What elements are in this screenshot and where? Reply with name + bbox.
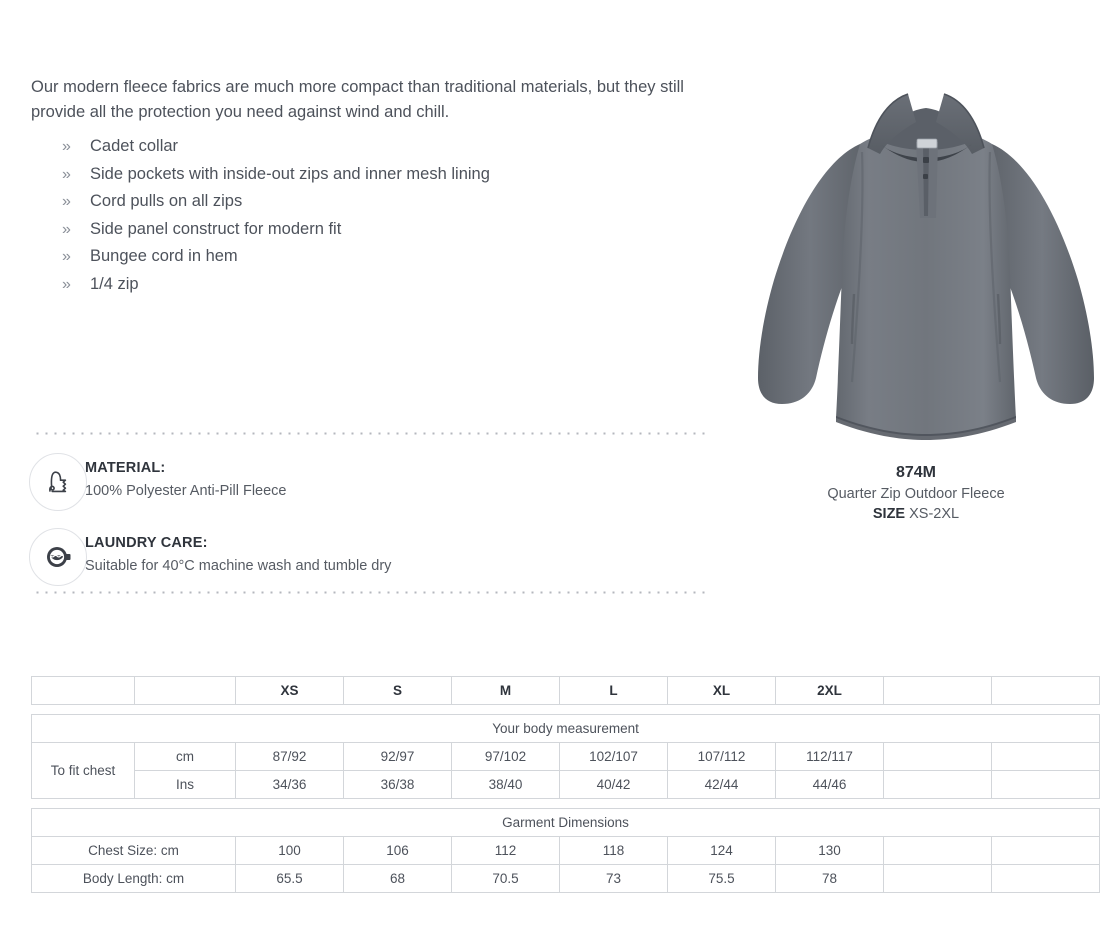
spec-material-body: 100% Polyester Anti-Pill Fleece [85, 483, 287, 499]
feature-label: Side panel construct for modern fit [90, 219, 342, 238]
spec-laundry-text [85, 534, 645, 576]
divider-dotted-top [33, 432, 705, 435]
size-header-m: M [452, 677, 560, 705]
feature-label: Cadet collar [90, 137, 179, 155]
cell-garment-chest-2xl: 130 [776, 837, 884, 865]
cell-body-length-blank-2 [992, 865, 1100, 893]
garment-dimensions-banner: Garment Dimensions [32, 809, 1100, 837]
row-label-chest-size: Chest Size: cm [32, 837, 236, 865]
table-row [32, 837, 1100, 865]
double-chevron-icon: » [62, 193, 71, 210]
double-chevron-icon: » [62, 138, 71, 155]
table-row-banner [32, 715, 1100, 743]
cell-garment-chest-blank-1 [884, 837, 992, 865]
spec-material-title: MATERIAL: [85, 460, 166, 476]
cell-chest-ins-s: 36/38 [344, 771, 452, 799]
cell-body-length-m: 70.5 [452, 865, 560, 893]
list-item [62, 188, 682, 216]
unit-cm: cm [135, 743, 236, 771]
fabric-swatch-icon [29, 453, 87, 511]
list-item [62, 243, 682, 271]
cell-chest-cm-xs: 87/92 [236, 743, 344, 771]
table-row [32, 771, 1100, 799]
body-measurement-table [31, 714, 1100, 799]
list-item [62, 133, 682, 161]
product-code: 874M [895, 464, 937, 481]
cell-chest-cm-blank-1 [884, 743, 992, 771]
cell-garment-chest-xs: 100 [236, 837, 344, 865]
product-image [756, 82, 1096, 467]
size-chart [31, 676, 1099, 893]
table-row [32, 865, 1100, 893]
cell-chest-ins-l: 40/42 [560, 771, 668, 799]
header-trailing-blank-1 [884, 677, 992, 705]
table-row-banner [32, 809, 1100, 837]
feature-label: Side pockets with inside-out zips and inner mesh lining [90, 164, 490, 183]
cell-body-length-xl: 75.5 [668, 865, 776, 893]
product-name: Quarter Zip Outdoor Fleece [827, 486, 1005, 502]
feature-label: 1/4 zip [90, 274, 139, 293]
cell-body-length-blank-1 [884, 865, 992, 893]
cell-chest-ins-xs: 34/36 [236, 771, 344, 799]
header-trailing-blank-2 [992, 677, 1100, 705]
table-row [32, 743, 1100, 771]
cell-chest-cm-2xl: 112/117 [776, 743, 884, 771]
cell-chest-cm-blank-2 [992, 743, 1100, 771]
cell-garment-chest-xl: 124 [668, 837, 776, 865]
double-chevron-icon: » [62, 220, 71, 238]
spec-laundry-body: Suitable for 40°C machine wash and tumble dry [85, 558, 392, 574]
washing-machine-icon [29, 528, 87, 586]
size-header-xl: XL [668, 677, 776, 705]
cell-chest-ins-xl: 42/44 [668, 771, 776, 799]
cell-chest-ins-m: 38/40 [452, 771, 560, 799]
cell-body-length-s: 68 [344, 865, 452, 893]
double-chevron-icon: » [62, 275, 71, 293]
size-chart-header-table [31, 676, 1100, 705]
size-header-l: L [560, 677, 668, 705]
cell-garment-chest-m: 112 [452, 837, 560, 865]
size-header-2xl: 2XL [776, 677, 884, 705]
double-chevron-icon: » [62, 248, 71, 265]
garment-dimensions-table [31, 808, 1100, 893]
cell-body-length-l: 73 [560, 865, 668, 893]
product-caption [756, 462, 1076, 524]
list-item [62, 271, 682, 299]
cell-chest-ins-blank-2 [992, 771, 1100, 799]
row-label-body-length: Body Length: cm [32, 865, 236, 893]
list-item [62, 216, 682, 244]
header-blank-1 [32, 677, 135, 705]
cell-chest-cm-m: 97/102 [452, 743, 560, 771]
size-header-s: S [344, 677, 452, 705]
product-size-range [756, 504, 1076, 524]
table-row [32, 677, 1100, 705]
cell-body-length-2xl: 78 [776, 865, 884, 893]
size-label: SIZE [872, 506, 906, 522]
cell-body-length-xs: 65.5 [236, 865, 344, 893]
feature-label: Bungee cord in hem [90, 247, 238, 265]
cell-chest-ins-blank-1 [884, 771, 992, 799]
cell-chest-cm-l: 102/107 [560, 743, 668, 771]
feature-list [62, 133, 682, 298]
list-item [62, 161, 682, 189]
divider-dotted-bottom [33, 591, 705, 594]
cell-chest-ins-2xl: 44/46 [776, 771, 884, 799]
row-label-to-fit-chest: To fit chest [32, 743, 135, 799]
double-chevron-icon: » [62, 165, 71, 183]
body-measurement-banner: Your body measurement [32, 715, 1100, 743]
cell-garment-chest-l: 118 [560, 837, 668, 865]
header-blank-2 [135, 677, 236, 705]
intro-paragraph: Our modern fleece fabrics are much more compact than traditional materials, but they still provide all the protection you need against wind and chill. [31, 77, 684, 121]
size-header-xs: XS [236, 677, 344, 705]
cell-chest-cm-xl: 107/112 [668, 743, 776, 771]
cell-garment-chest-blank-2 [992, 837, 1100, 865]
spec-laundry-title: LAUNDRY CARE: [85, 535, 208, 551]
cell-chest-cm-s: 92/97 [344, 743, 452, 771]
spec-material-text [85, 459, 645, 501]
cell-garment-chest-s: 106 [344, 837, 452, 865]
size-value: XS-2XL [909, 506, 960, 522]
feature-label: Cord pulls on all zips [90, 192, 243, 210]
unit-ins: Ins [135, 771, 236, 799]
